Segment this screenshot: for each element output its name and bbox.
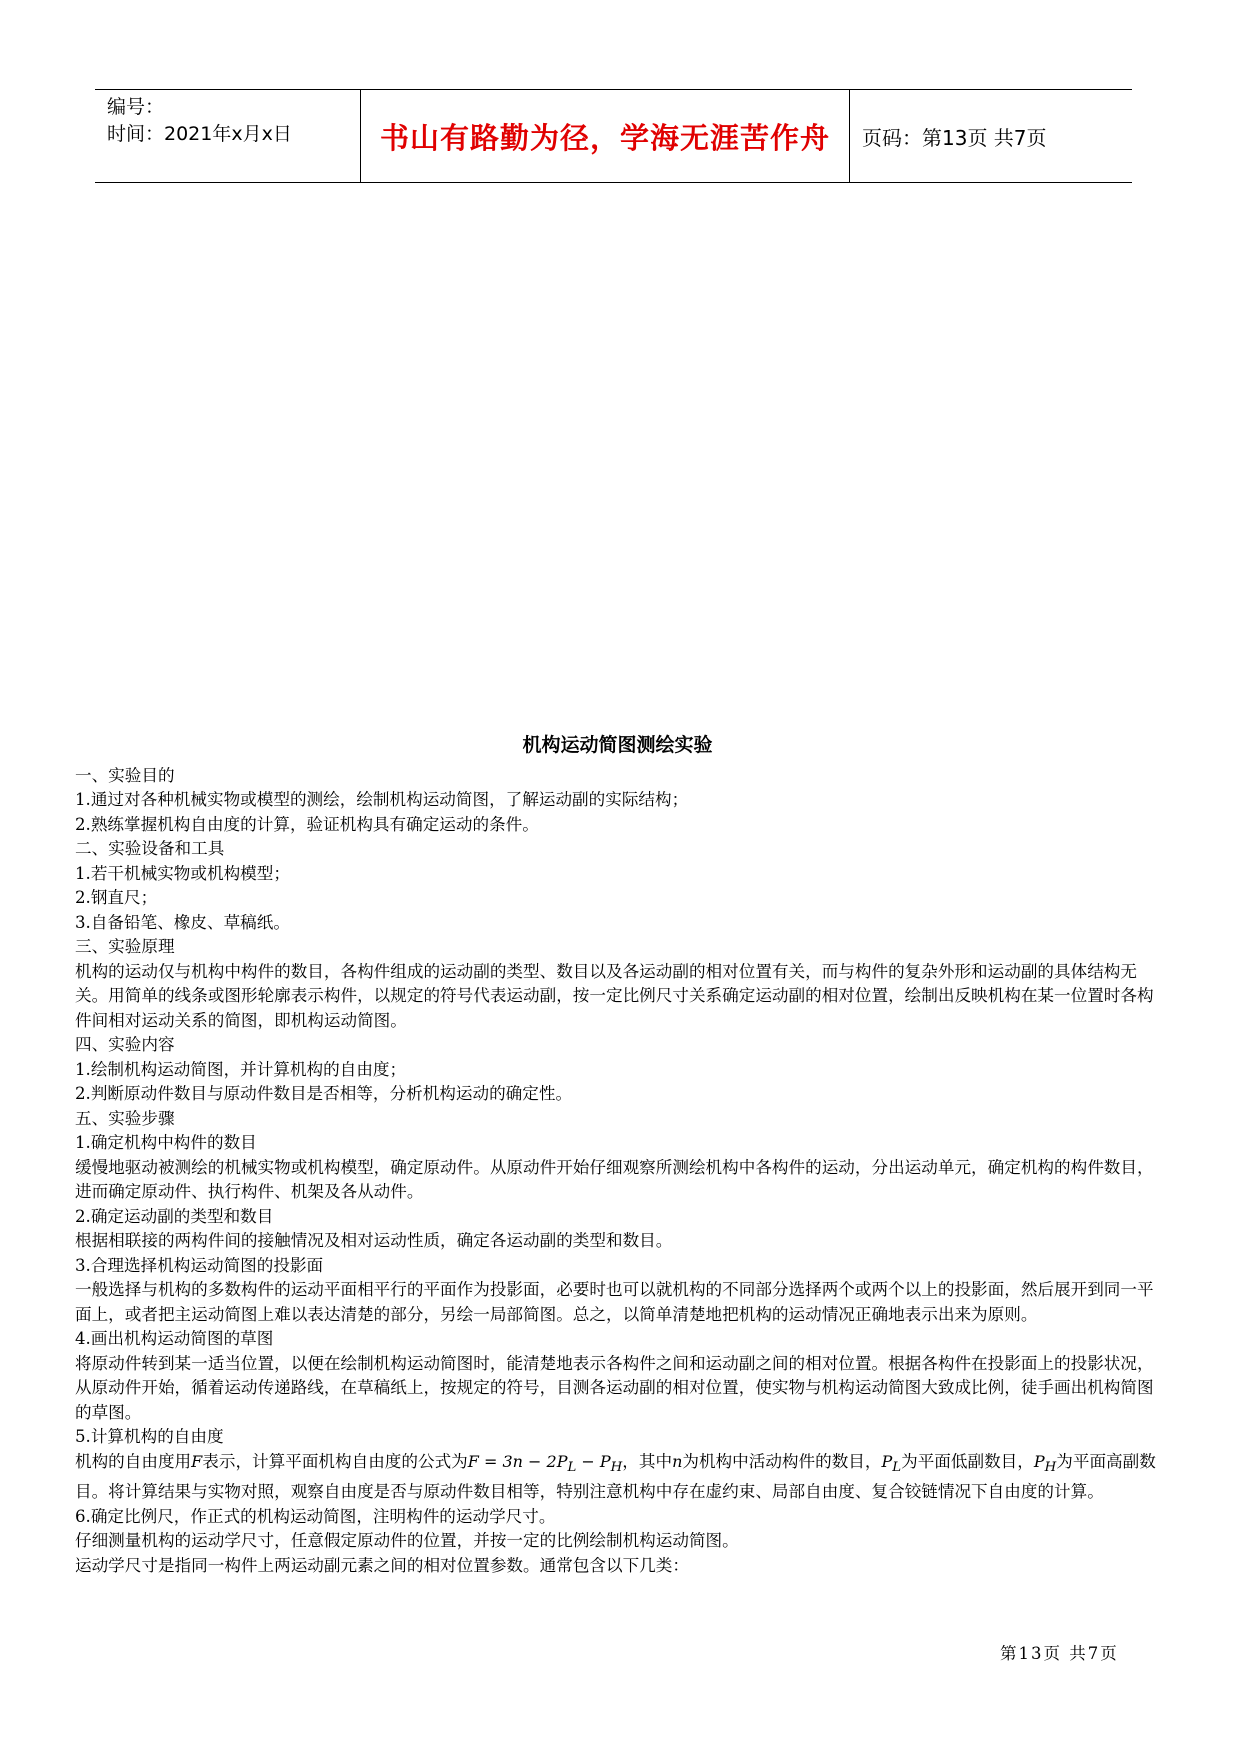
lines-after-block [75, 1505, 1160, 1579]
text-line: 根据相联接的两构件间的接触情况及相对运动性质，确定各运动副的类型和数目。 [75, 1231, 673, 1250]
symbol-PL [881, 1451, 902, 1475]
text-line: 1.确定机构中构件的数目 [75, 1133, 257, 1152]
text-line: 将原动件转到某一适当位置，以便在绘制机构运动简图时，能清楚地表示各构件之间和运动副之间的相对位置。根据各构件在投影面上的投影状况，从原动件开始，循着运动传递路线，在草稿纸上，按规定的符号，目测各运动副的相对位置，使实物与机构运动简图大致成比例，徒手画出机构简图的草图。 [75, 1353, 1154, 1422]
dof-formula [467, 1451, 623, 1475]
formula-text: 机构的自由度用 [75, 1451, 192, 1471]
symbol-sub-L: L [892, 1459, 902, 1475]
text-line: 4.画出机构运动简图的草图 [75, 1329, 274, 1348]
text-line: 1.若干机械实物或机构模型； [75, 863, 290, 883]
text-line: 2.确定运动副的类型和数目 [75, 1206, 274, 1226]
text-line: 四、实验内容 [75, 1035, 175, 1054]
text-line: 一般选择与机构的多数构件的运动平面相平行的平面作为投影面，必要时也可以就机构的不同部分选择两个或两个以上的投影面，然后展开到同一平面上，或者把主运动简图上难以表达清楚的部分，另绘一局部简图。总之，以简单清楚地把机构的运动情况正确地表示出来为原则。 [75, 1280, 1154, 1324]
text-line: 5.计算机构的自由度 [75, 1427, 224, 1446]
page-footer: 第13页 共7页 [1000, 1644, 1119, 1663]
text-line: 3.自备铅笔、橡皮、草稿纸。 [75, 912, 290, 932]
document-body [75, 733, 1160, 1578]
text-line: 6.确定比例尺，作正式的机构运动简图，注明构件的运动学尺寸。 [75, 1506, 556, 1526]
symbol-P: P [1033, 1451, 1045, 1471]
text-line: 五、实验步骤 [75, 1108, 175, 1128]
symbol-P: P [881, 1451, 893, 1471]
formula-text: 为平面低副数目， [901, 1451, 1034, 1471]
header-meta [95, 90, 360, 182]
text-line: 缓慢地驱动被测绘的机械实物或机构模型，确定原动件。从原动件开始仔细观察所测绘机构中各构件的运动，分出运动单元，确定机构的构件数目，进而确定原动件、执行构件、机架及各从动件。 [75, 1157, 1154, 1201]
text-line: 3.合理选择机构运动简图的投影面 [75, 1255, 324, 1275]
formula-minus-P: − P [576, 1451, 611, 1471]
formula-sub-L: L [567, 1459, 577, 1475]
text-line: 运动学尺寸是指同一构件上两运动副元素之间的相对位置参数。通常包含以下几类： [75, 1555, 689, 1575]
formula-paragraph [75, 1450, 1160, 1505]
formula-main: F = 3n − 2P [467, 1451, 568, 1471]
symbol-PH [1033, 1451, 1057, 1475]
formula-text: 表示，计算平面机构自由度的公式为 [202, 1451, 468, 1471]
page-header [95, 89, 1132, 183]
text-line: 2.熟练掌握机构自由度的计算，验证机构具有确定运动的条件。 [75, 814, 539, 834]
symbol-n: n [672, 1451, 683, 1471]
page-info: 页码：第13页 共7页 [862, 125, 1047, 150]
formula-text: 为机构中活动构件的数目， [682, 1451, 882, 1471]
lines-block [75, 764, 1160, 1450]
text-line: 二、实验设备和工具 [75, 839, 225, 858]
number-label: 编号： [107, 96, 165, 118]
formula-text: ，其中 [622, 1451, 673, 1471]
text-line: 三、实验原理 [75, 937, 175, 956]
motto: 书山有路勤为径，学海无涯苦作舟 [379, 120, 830, 155]
text-line: 2.钢直尺； [75, 888, 158, 907]
text-line: 1.绘制机构运动简图，并计算机构的自由度； [75, 1059, 407, 1079]
header-motto-cell [360, 90, 850, 182]
symbol-F: F [191, 1451, 203, 1471]
formula-sub-H: H [610, 1459, 623, 1475]
text-line: 一、实验目的 [75, 765, 175, 785]
header-page-info [850, 90, 1132, 182]
symbol-sub-H: H [1044, 1459, 1057, 1475]
document-title: 机构运动简图测绘实验 [522, 734, 713, 756]
text-line: 1.通过对各种机械实物或模型的测绘，绘制机构运动简图，了解运动副的实际结构； [75, 790, 689, 809]
text-line: 2.判断原动件数目与原动件数目是否相等，分析机构运动的确定性。 [75, 1084, 573, 1103]
date-label: 时间：2021年x月x日 [107, 123, 292, 145]
text-line: 机构的运动仅与机构中构件的数目，各构件组成的运动副的类型、数目以及各运动副的相对位置有关，而与构件的复杂外形和运动副的具体结构无关。用简单的线条或图形轮廓表示构件，以规定的符号代表运动副，按一定比例尺寸关系确定运动副的相对位置，绘制出反映机构在某一位置时各构件间相对运动关系的简图，即机构运动简图。 [75, 961, 1154, 1030]
text-line: 仔细测量机构的运动学尺寸，任意假定原动件的位置，并按一定的比例绘制机构运动简图。 [75, 1531, 739, 1551]
formula-text: 为平面高副数目。将计算结果与实物对照，观察自由度是否与原动件数目相等，特别注意机构中存在虚约束、局部自由度、复合铰链情况下自由度的计算。 [75, 1451, 1156, 1502]
